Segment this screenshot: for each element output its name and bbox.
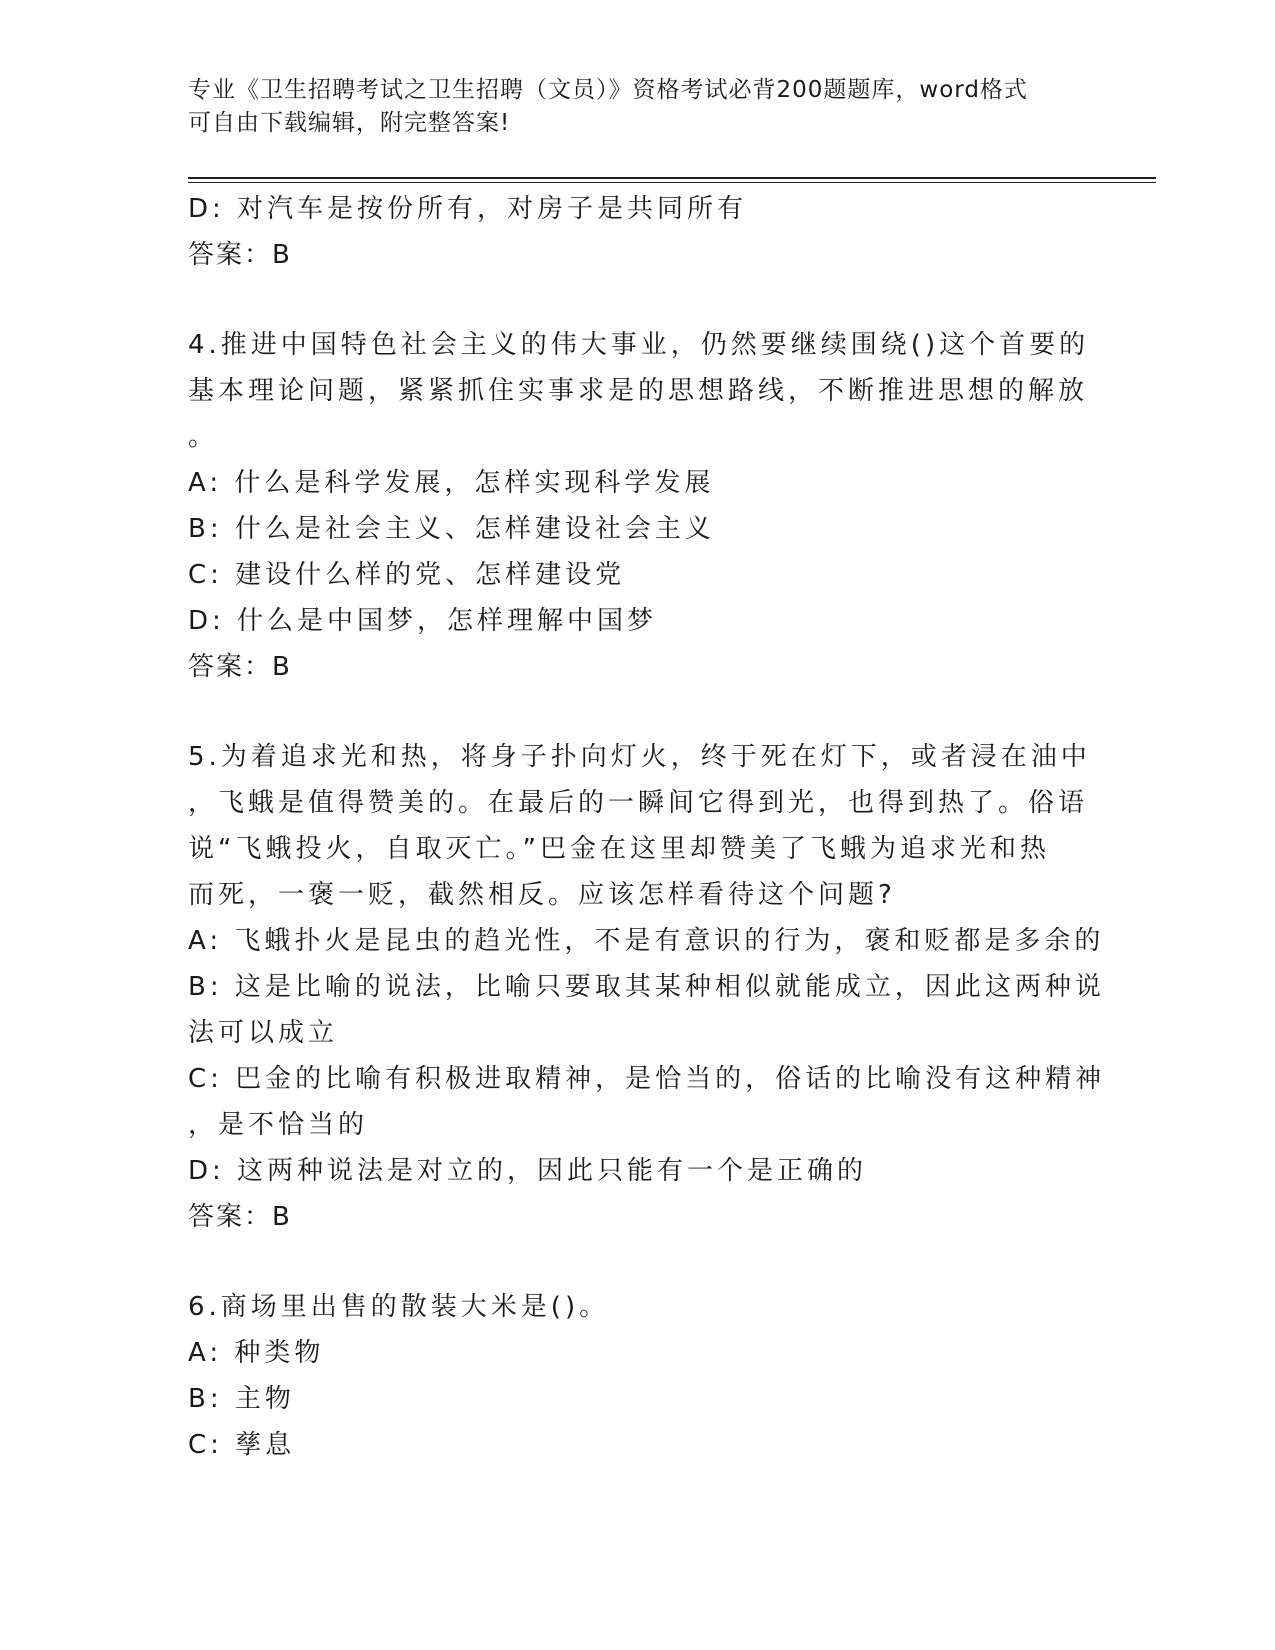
- q5-stem-line-3: 说“飞蛾投火，自取灭亡。”巴金在这里却赞美了飞蛾为追求光和热: [188, 834, 1050, 864]
- question-6: [188, 1284, 1088, 1468]
- header-divider-thin: [188, 182, 1156, 183]
- q3-answer: 答案：B: [188, 240, 292, 270]
- spacer: [188, 278, 1088, 322]
- spacer: [188, 690, 1088, 734]
- question-content: [188, 186, 1106, 1468]
- q4-option-c: C: 建设什么样的党、怎样建设党: [188, 560, 626, 590]
- question-3-tail: [188, 186, 1088, 278]
- q6-option-c: C: 孳息: [188, 1430, 296, 1460]
- q4-option-d: D: 什么是中国梦，怎样理解中国梦: [188, 606, 658, 636]
- q5-stem-line-4: 而死，一褒一贬，截然相反。应该怎样看待这个问题?: [188, 880, 896, 910]
- q5-stem-line-1: 5.为着追求光和热，将身子扑向灯火，终于死在灯下，或者浸在油中: [188, 742, 1091, 772]
- q5-option-b-line-2: 法可以成立: [188, 1018, 339, 1048]
- header-divider-thick: [188, 177, 1156, 179]
- question-4: [188, 322, 1088, 690]
- q6-option-b: B: 主物: [188, 1384, 295, 1414]
- document-header: [188, 74, 1088, 140]
- q4-stem-line-1: 4.推进中国特色社会主义的伟大事业，仍然要继续围绕()这个首要的: [188, 330, 1090, 360]
- header-title-line-2: 可自由下载编辑，附完整答案!: [188, 110, 511, 136]
- q4-stem-line-3: 。: [188, 422, 219, 452]
- q5-option-c-line-1: C: 巴金的比喻有积极进取精神，是恰当的，俗话的比喻没有这种精神: [188, 1064, 1106, 1094]
- q5-option-a: A: 飞蛾扑火是昆虫的趋光性，不是有意识的行为，褒和贬都是多余的: [188, 926, 1105, 956]
- q5-option-d: D: 这两种说法是对立的，因此只能有一个是正确的: [188, 1156, 868, 1186]
- q5-answer: 答案：B: [188, 1202, 292, 1232]
- q4-option-b: B: 什么是社会主义、怎样建设社会主义: [188, 514, 715, 544]
- spacer: [188, 1240, 1088, 1284]
- q5-option-b-line-1: B: 这是比喻的说法，比喻只要取其某种相似就能成立，因此这两种说: [188, 972, 1105, 1002]
- q4-stem-line-2: 基本理论问题，紧紧抓住实事求是的思想路线，不断推进思想的解放: [188, 376, 1089, 406]
- question-5: [188, 734, 1106, 1240]
- q5-stem-line-2: ，飞蛾是值得赞美的。在最后的一瞬间它得到光，也得到热了。俗语: [188, 788, 1089, 818]
- q6-option-a: A: 种类物: [188, 1338, 325, 1368]
- q6-stem: 6.商场里出售的散装大米是()。: [188, 1292, 610, 1322]
- q3-option-d: D: 对汽车是按份所有，对房子是共同所有: [188, 194, 748, 224]
- q4-option-a: A: 什么是科学发展，怎样实现科学发展: [188, 468, 715, 498]
- q4-answer: 答案：B: [188, 652, 292, 682]
- q5-option-c-line-2: ，是不恰当的: [188, 1110, 369, 1140]
- header-title-line-1: 专业《卫生招聘考试之卫生招聘（文员）》资格考试必背200题题库，word格式: [188, 77, 1028, 103]
